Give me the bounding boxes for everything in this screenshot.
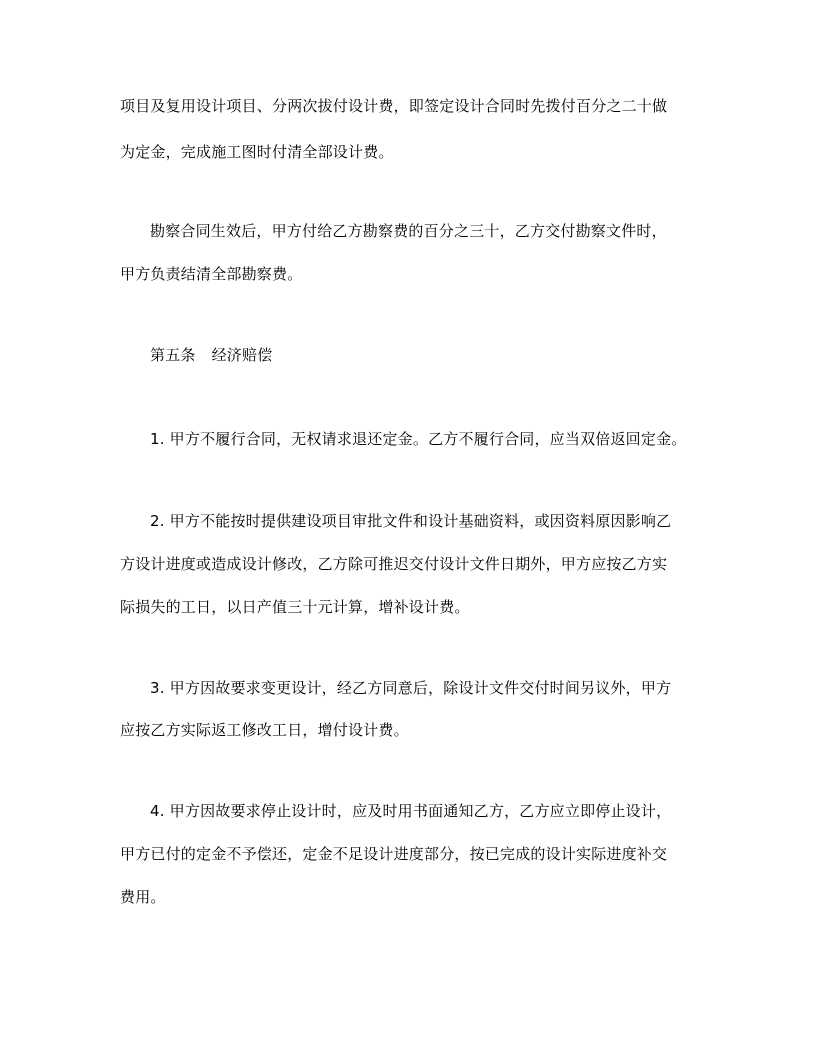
paragraph-line: 勘察合同生效后，甲方付给乙方勘察费的百分之三十，乙方交付勘察文件时，: [150, 222, 667, 240]
clause-line: 甲方已付的定金不予偿还，定金不足设计进度部分，按已完成的设计实际进度补交: [120, 845, 668, 863]
clause-line: 4. 甲方因故要求停止设计时，应及时用书面通知乙方，乙方应立即停止设计，: [150, 802, 672, 820]
paragraph-line: 项目及复用设计项目、分两次拔付设计费，即签定设计合同时先拨付百分之二十做: [120, 97, 668, 115]
clause-line: 际损失的工日，以日产值三十元计算，增补设计费。: [120, 598, 470, 616]
clause-line: 应按乙方实际返工修改工日，增付设计费。: [120, 721, 409, 739]
clause-line: 方设计进度或造成设计修改，乙方除可推迟交付设计文件日期外，甲方应按乙方实: [120, 555, 668, 573]
section-heading: [150, 345, 272, 365]
clause-line: 费用。: [120, 888, 166, 906]
clause-line: 3. 甲方因故要求变更设计，经乙方同意后，除设计文件交付时间另议外，甲方: [150, 679, 672, 697]
section-number: 第五条: [150, 346, 196, 364]
paragraph-line: 甲方负责结清全部勘察费。: [120, 265, 303, 283]
clause-line: 2. 甲方不能按时提供建设项目审批文件和设计基础资料，或因资料原因影响乙: [150, 512, 672, 530]
clause-line: 1. 甲方不履行合同，无权请求退还定金。乙方不履行合同，应当双倍返回定金。: [150, 430, 687, 448]
paragraph-line: 为定金，完成施工图时付清全部设计费。: [120, 143, 394, 161]
section-title: 经济赔偿: [211, 346, 273, 364]
